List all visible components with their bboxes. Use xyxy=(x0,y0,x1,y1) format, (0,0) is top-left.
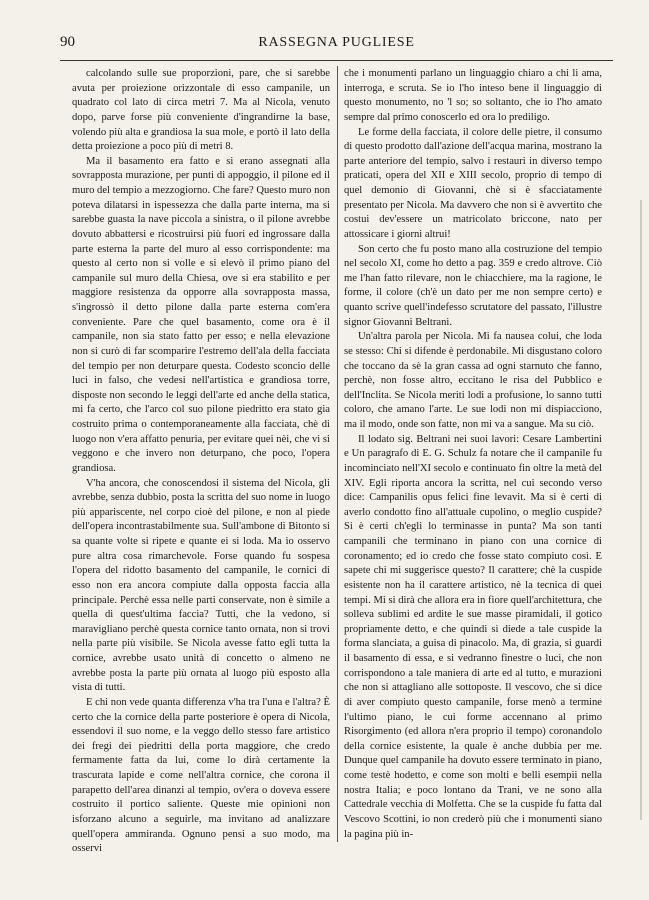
header-rule xyxy=(60,60,613,61)
paragraph: V'ha ancora, che conoscendosi il sistema del Nicola, gli avrebbe, senza dubbio, posta la scritta del suo nome in luogo più appariscente, nel corpo cioè del pilone, e non al piede dell'opera incontrastabilmente sua. Sull'ambone di Bitonto si sa quante volte si ripete e quante ei si loda. Ma io osservo pure altra cosa rimarchevole. Forse quando fu sospesa l'opera del ridotto basamento del campanile, le cornici di esso non era ancora compiute dalla opposta faccia alla principale. Perchè essa nelle parti conservate, non è simile a quella di quest'ultima faccia? Tutti, che la vedono, si maravigliano perchè questa cornice tanto ornata, non si trovi nella parte più visibile. Se Nicola avesse fatto egli tutta la cornice, avrebbe usato unità di concetto o almeno ne avrebbe posta la parte più ornata al luogo più esposto alla vista di tutti. xyxy=(72,477,330,694)
column-divider xyxy=(337,66,338,842)
right-column xyxy=(344,67,602,842)
paragraph: Un'altra parola per Nicola. Mi fa nausea colui, che loda se stesso: Chi si difende è perdonabile. Mi disgustano coloro che toccano da sè la gran cassa ad ogni starnuto che fanno, perchè, non fosse altro, eccitano le risa del Pubblico e dell'Inclita. Se Nicola meriti lodi a profusione, lo sanno tutti coloro, che amano l'arte. Le sue lodi non mi dispiacciono, ma il modo, onde son fatte, non mi va a sangue. Ma su ciò. xyxy=(344,331,602,430)
page-edge-shadow xyxy=(640,200,642,820)
paragraph: calcolando sulle sue proporzioni, pare, che si sarebbe avuta per proiezione orizzontale di esso campanile, un quadrato col lato di circa metri 7. Ma al Nicola, venuto dopo, parve forse più conveniente d'ingrandirne la base, volendo più alta e grandiosa la sua mole, e portò il lato della detta proiezione a poco più di metri 8. xyxy=(72,68,330,153)
page-header xyxy=(60,34,613,52)
paragraph: Ma il basamento era fatto e si erano assegnati alla sovrapposta murazione, per punti di appoggio, il pilone ed il muro del tempio a mezzogiorno. Che fare? Questo muro non poteva dilatarsi in ispessezza che dalla parte interna, ma si sarebbe guasta la nave piccola a sinistra, o il pilone avrebbe dovuto abbattersi e ricostruirsi più fuori ed ingrossare dalla parte esterna la parte del muro al esso corrispondente: ma questo al certo non si volle e si elevò il primo piano del campanile sul muro della Chiesa, ove si era stabilito e per maggiore resistenza da opporre alla sovrapposta massa, s'ingrossò il detto pilone dalla parte esterna com'era conveniente. Pare che quel basamento, come ora è il campanile, non sia stato fatto per esso; e nella elevazione non si curò di far scomparire l'estremo dell'ala della facciata del tempio per non deturpare questa. Codesto sconcio delle luci in falso, che vedesi nell'artistica e grandiosa torre, disposte non secondo le leggi dell'arte ed anche della statica, mi fa certo, che l'arco col suo pilone piedritto era stato gia costruito prima o contemporaneamente alla facciata, chè di luogo non v'era affatto penuria, per evitare quei nèi, che vi si veggono e che invero non deturpano, che poco, l'opera grandiosa. xyxy=(72,155,330,474)
paragraph: Il lodato sig. Beltrani nei suoi lavori: Cesare Lambertini e Un paragrafo di E. G. Schulz fa notare che il campanile fu incominciato nell'XI secolo e continuato fin oltre la metà del XIV. Egli riporta ancora la scritta, nel cui secondo verso dice: Campanilis opus felici fine levavit. Ma si è certi di averlo condotto fino all'attuale cupolino, o meglio cuspide? Si è certi ch'egli lo terminasse in punta? Ma son tanti campanili che terminano in piano con una cornice di coronamento; ed io credo che fosse stato compiuto così. E sapete chi mi suggerisce questo? Il carattere; chè la cuspide esistente non ha il carattere artistico, nè la tecnica di quei tempi. Mi si dirà che allora era in fiore quell'architettura, che solleva sublimi ed ardite le sue masse piramidali, il gotico propriamente detto, e che quindi si diede a tale cuspide la forma slanciata, a guisa di pinacolo. Ma, di grazia, si guardi il basamento di essa, e si vedranno finestre o luci, che non corrispondono a tale maniera di arte ed al tutto, e murazioni che non si attagliano alle sottoposte. Il vescovo, che si dice di aver compiuto questo campanile, forse menò a termine l'ultimo piano, le cui forme accennano al primo Risorgimento (ed allora n'era proprio il tempo) coronandolo della cornice esistente, la quale è anche dubbia per me. Dunque quel campanile ha dovuto essere terminato in piano, come testè hodetto, e come son molti e belli esempii nella nostra Italia; e poco lontano da Trani, ve ne sono alla Cattedrale vecchia di Molfetta. Che se la cuspide fu fatta dal Vescovo Scottini, io non crederò più che i monumenti siano la pagina più in- xyxy=(344,433,602,840)
page-number: 90 xyxy=(60,34,75,50)
paragraph: Le forme della facciata, il colore delle pietre, il consumo di questo prodotto dall'azione dell'acqua marina, mostrano la parte anteriore del tempio, salvo i restauri in diverso tempo praticati, opera del XII e XIII secolo, proprio di tempo di quel demonio di Giovanni, chè si è sfacciatamente presentato per Nicola. Ma davvero che non si è avvertito che costui dev'essere un matricolato briccone, nato per attossicare i giorni altrui! xyxy=(344,126,602,240)
paragraph: E chi non vede quanta differenza v'ha tra l'una e l'altra? È certo che la cornice della parte posteriore è opera di Nicola, essendovi il suo nome, e la veggo dello stesso fare artistico dei fregi dei piedritti della porta maggiore, che credo fermamente fatta da lui, come lo dirà certamente la trascurata lapide e come nell'altra cornice, che corona il parapetto dell'area dinanzi al tempio, ov'era o doveva essere costruito il portico saliente. Queste mie opinioni non isforzano alcuno a seguirle, ma invitano ad analizzare quell'opera ammiranda. Ognuno pensi a suo modo, ma osservi xyxy=(72,696,330,855)
paragraph: che i monumenti parlano un linguaggio chiaro a chi li ama, interroga, e scruta. Se io l'ho inteso bene il linguaggio di questo monumento, no 'l so; so soltanto, che io l'ho amato sempre dal primo conoscerlo ed ora lo prediligo. xyxy=(344,68,602,123)
running-title: RASSEGNA PUGLIESE xyxy=(258,35,415,50)
left-column xyxy=(72,67,330,857)
paragraph: Son certo che fu posto mano alla costruzione del tempio nel secolo XI, come ho detto a pag. 359 e credo altrove. Ciò me l'han fatto rilevare, non le chiacchiere, ma la ragione, le forme, il colore (ch'è un dato per me non sempre certo) e quanto scrive quell'indefesso scrutatore del passato, l'illustre signor Giovanni Beltrani. xyxy=(344,243,602,328)
